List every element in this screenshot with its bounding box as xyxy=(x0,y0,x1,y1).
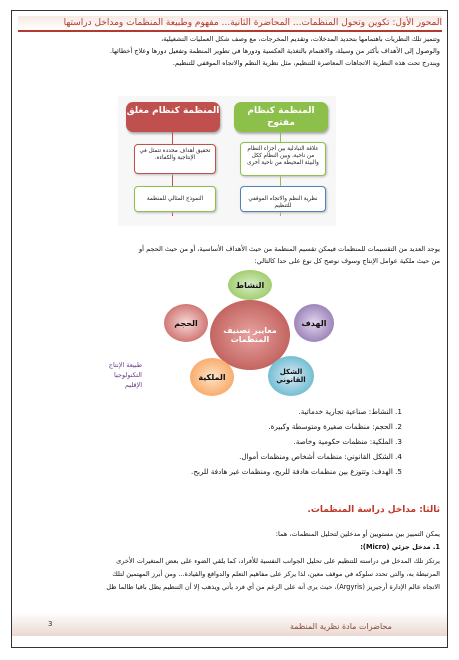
list-item xyxy=(22,419,402,434)
classification-center-label: معايير تصنيف المنظمات xyxy=(223,326,277,344)
list-item-number: 3. xyxy=(395,437,402,446)
circle-size-label: الحجم xyxy=(174,318,198,328)
circle-goal-label: الهدف xyxy=(301,318,327,328)
circle-ownership-label: الملكية xyxy=(198,372,226,382)
closed-system-header: المنظمة كنظام مغلق xyxy=(126,102,220,132)
intro-paragraph-3: ويندرج تحت هذه النظرية الاتجاهات المعاصرة للتنظيم، مثل نظرية النظم والاتجاه الموقفي للتنظيم. xyxy=(172,59,440,67)
micro-approach-item: 1. مدخل جزئي (Micro): xyxy=(360,543,440,551)
open-system-header: المنظمة كنظام مفتوح xyxy=(234,102,328,132)
section-intro: يمكن التمييز بين مستويين أو مدخلين لتحليل المنظمات، هما: xyxy=(275,530,440,538)
side-note: الإقليم xyxy=(124,381,142,389)
list-item-text: الحجم: منظمات صغيرة ومتوسطة وكبيرة. xyxy=(268,422,393,431)
section-heading: ثالثا: مداخل دراسة المنظمات. xyxy=(307,505,440,515)
circle-legal-label: الشكل القانوني xyxy=(276,368,306,384)
open-system-box-2: نظرية النظم والاتجاه الموقفي للتنظيم xyxy=(240,186,326,212)
circle-ownership xyxy=(190,358,234,396)
micro-paragraph-3: الاتجاه عالم الإدارة أرجيريز (Argyris)، حيث يرى أنه على الرغم من أي فرد يأتي ويذهب إلا أن التنظيم يظل باقيا طالما ظل xyxy=(106,583,440,591)
micro-paragraph-1: يرتكز تلك المدخل في دراسته للتنظيم على تحليل الجوانب النفسية للأفراد، كما يلقي الضوء على بعض المتغيرات الأخرى xyxy=(116,557,440,565)
intro-paragraph-1: وتتميز تلك النظريات باهتمامها بتحديد المدخلات، وتقديم المخرجات، مع وصف شكل العمليات التشغيلية، xyxy=(161,35,440,43)
list-item xyxy=(22,449,402,464)
closed-system-box-2: النموذج المثالي للمنظمة xyxy=(134,186,216,212)
closed-system-box-1: تحقيق أهداف محددة تتمثل في الإنتاجية والكفاءة. xyxy=(134,144,216,174)
circle-size xyxy=(164,304,208,342)
classification-list xyxy=(22,404,402,479)
list-item-text: الهدف: وتتوزع بين منظمات هادفة للربح، ومنظمات غير هادفة للربح. xyxy=(191,467,393,476)
list-item-number: 5. xyxy=(395,467,402,476)
circle-legal xyxy=(268,356,314,396)
circle-activity-label: النشاط xyxy=(235,280,265,290)
intro-paragraph-2: والوصول إلى الأهداف بأكثر من وسيلة، والاهتمام بالتغذية العكسية ودورها في تطوير المنظمة وتفعيل دورها وعلاج أخطائها. xyxy=(109,47,440,55)
list-item-text: الشكل القانوني: منظمات أشخاص ومنظمات أموال. xyxy=(239,452,393,461)
systems-diagram xyxy=(118,96,336,226)
list-item xyxy=(22,434,402,449)
classification-paragraph-1: يوجد العديد من التقسيمات للمنظمات فيمكن تقسيم المنظمة من حيث الأهداف الأساسية، أو من حيث الحجم أو xyxy=(138,245,440,253)
circle-activity xyxy=(228,270,272,300)
list-item xyxy=(22,404,402,419)
list-item-number: 2. xyxy=(395,422,402,431)
list-item-text: الملكية: منظمات حكومية وخاصة. xyxy=(293,437,393,446)
classification-diagram xyxy=(150,270,350,400)
side-notes xyxy=(72,360,142,390)
page-header: المحور الأول: تكوين وتحول المنظمات... المحاضرة الثانية... مفهوم وطبيعة المنظمات ومداخل دراستها xyxy=(18,16,442,32)
circle-goal xyxy=(294,304,334,342)
classification-paragraph-2: من حيث ملكية عوامل الإنتاج وسوف نوضح كل نوع على حدا كالتالي: xyxy=(254,257,440,265)
micro-paragraph-2: المرتبطة به، والتي تحدد سلوكه في موقف معين، لذا يركز على مفاهيم التعلم والدوافع والقيادة... ومن أبرز المهتمين لتلك xyxy=(112,570,440,578)
side-note: التكنولوجيا xyxy=(114,371,142,379)
page-number: 3 xyxy=(48,620,53,628)
list-item-number: 1. xyxy=(395,407,402,416)
page-footer: محاضرات مادة نظرية المنظمة xyxy=(290,622,392,631)
list-item xyxy=(22,464,402,479)
open-system-box-1: علاقة التبادلية بين أجزاء النظام من ناحية، وبين النظام ككل والبيئة المحيطة من ناحية أخرى xyxy=(240,142,326,176)
side-note: طبيعة الإنتاج xyxy=(108,361,142,369)
list-item-number: 4. xyxy=(395,452,402,461)
list-item-text: النشاط: صناعية تجارية خدماتية. xyxy=(298,407,393,416)
